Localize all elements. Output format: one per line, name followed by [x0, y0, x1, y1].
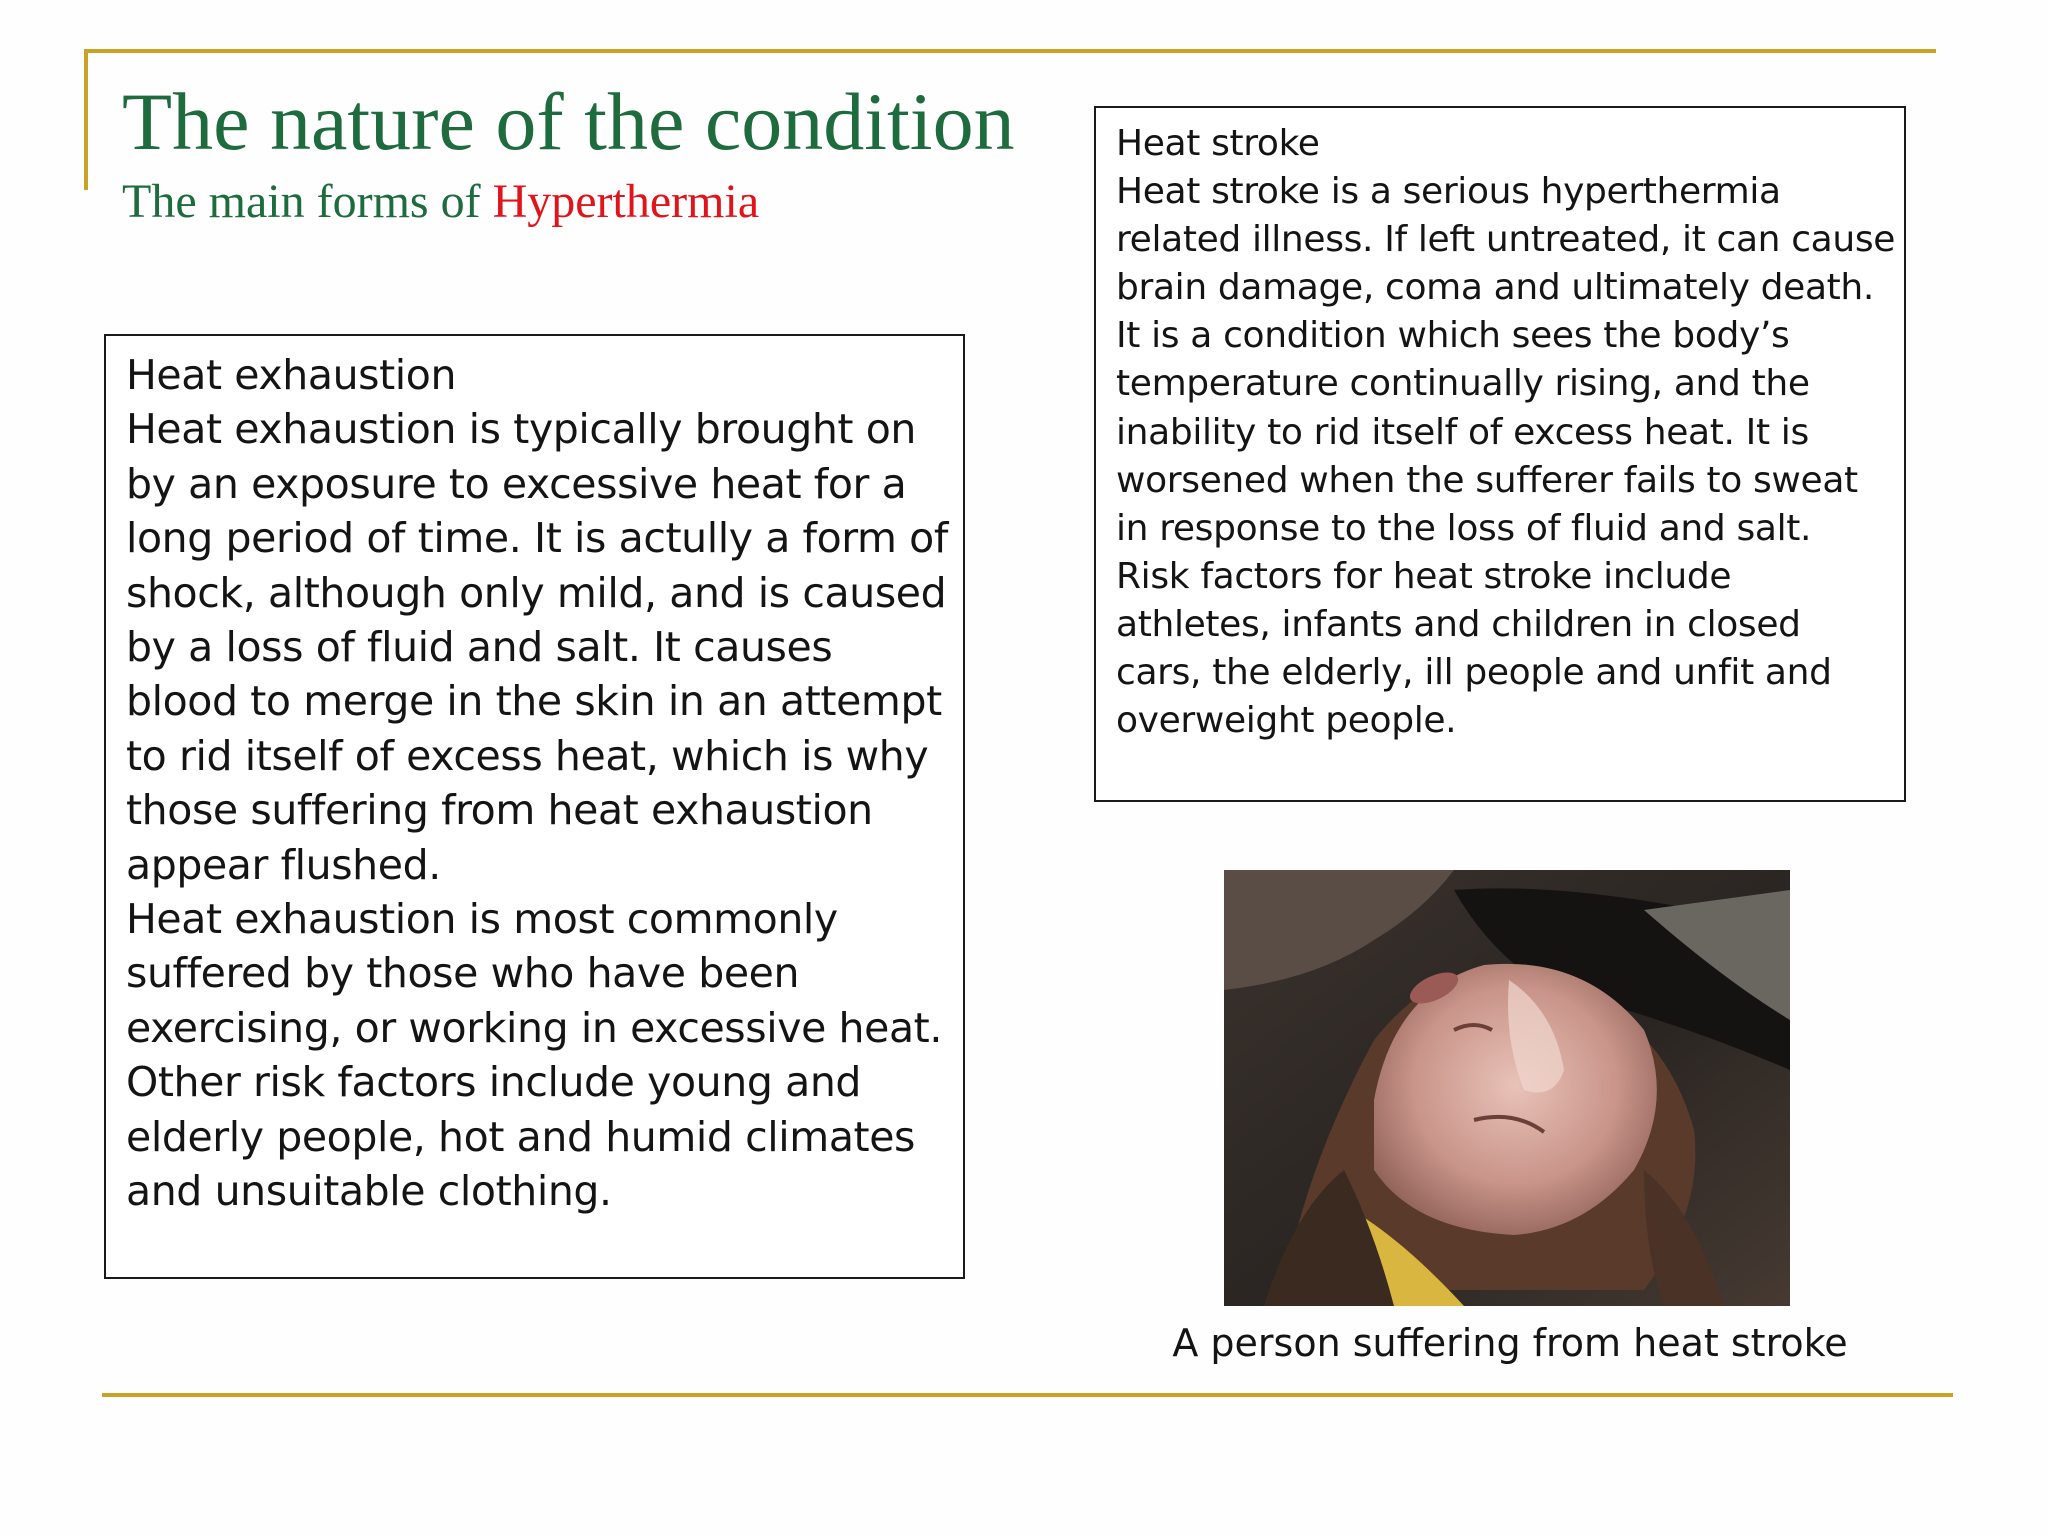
heat-stroke-paragraph-2: Risk factors for heat stroke include athletes, infants and children in closed cars, the elderly, ill people and unfit and overweight people.	[1116, 555, 1832, 742]
photo-caption: A person suffering from heat stroke	[1172, 1321, 1848, 1365]
heat-stroke-paragraph-1: Heat stroke is a serious hyperthermia related illness. If left untreated, it can cause brain damage, coma and ultimately death. It is a condition which sees the body’s temperature continually rising, and the inability to rid itself of excess heat. It is worsened when the sufferer fails to sweat in response to the loss of fluid and salt.	[1116, 171, 1896, 549]
subtitle-prefix: The main forms of	[122, 175, 493, 228]
heat-stroke-photo-graphic	[1224, 870, 1790, 1306]
heat-exhaustion-box	[104, 334, 965, 1279]
page-subtitle	[122, 172, 759, 232]
heat-exhaustion-paragraph-2: Heat exhaustion is most commonly suffered by those who have been exercising, or working in excessive heat. Other risk factors include young and elderly people, hot and humid climates and unsuitable clothing.	[126, 895, 942, 1216]
left-rule	[84, 49, 88, 190]
heat-exhaustion-paragraph-1: Heat exhaustion is typically brought on by an exposure to excessive heat for a long period of time. It is actully a form of shock, although only mild, and is caused by a loss of fluid and salt. It causes blood to merge in the skin in an attempt to rid itself of excess heat, which is why those suffering from heat exhaustion appear flushed.	[126, 405, 948, 889]
subtitle-highlight: Hyperthermia	[492, 175, 760, 228]
heat-stroke-heading: Heat stroke	[1116, 123, 1320, 164]
heat-stroke-photo	[1224, 870, 1790, 1306]
page-title: The nature of the condition	[122, 76, 1015, 167]
heat-stroke-box	[1094, 106, 1906, 802]
heat-exhaustion-heading: Heat exhaustion	[126, 351, 457, 399]
bottom-rule	[102, 1393, 1953, 1397]
top-rule	[84, 49, 1936, 53]
